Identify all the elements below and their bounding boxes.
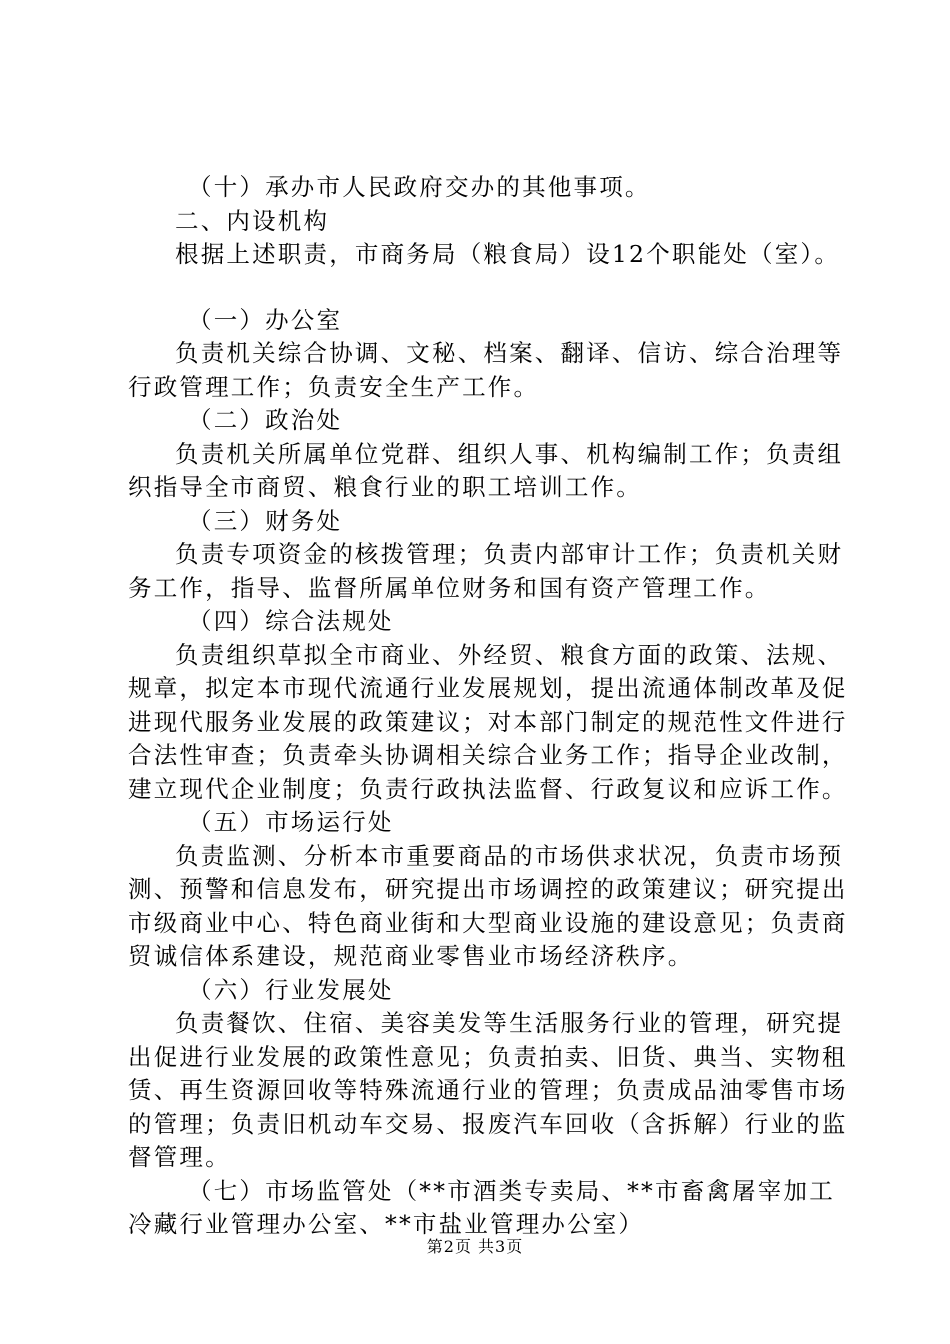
- item-heading: （十）承办市人民政府交办的其他事项。: [188, 173, 651, 201]
- item-heading: （四）综合法规处: [188, 607, 394, 635]
- item-heading: （七）市场监管处（**市酒类专卖局、**市畜禽屠宰加工冷藏行业管理办公室、**市盐业管理办公室）: [128, 1176, 835, 1238]
- page-number-label: 第2页 共3页: [426, 1237, 524, 1256]
- item-heading: （二）政治处: [188, 406, 343, 434]
- item-heading: （一）办公室: [188, 305, 343, 334]
- body-paragraph: 负责机关综合协调、文秘、档案、翻译、信访、综合治理等行政管理工作；负责安全生产工作。: [128, 339, 844, 401]
- item-heading: （六）行业发展处: [188, 975, 394, 1004]
- body-paragraph: 负责机关所属单位党群、组织人事、机构编制工作；负责组织指导全市商贸、粮食行业的职工培训工作。: [128, 439, 844, 501]
- item-heading: （三）财务处: [188, 506, 343, 535]
- body-paragraph: 负责专项资金的核拨管理；负责内部审计工作；负责机关财务工作，指导、监督所属单位财务和国有资产管理工作。: [128, 540, 844, 602]
- document-body: [128, 171, 848, 1242]
- section-heading: 二、内设机构: [175, 206, 330, 235]
- body-paragraph: 根据上述职责，市商务局（粮食局）设12个职能处（室）。: [175, 240, 841, 268]
- item-heading: （五）市场运行处: [188, 808, 394, 836]
- body-paragraph: 负责餐饮、住宿、美容美发等生活服务行业的管理，研究提出促进行业发展的政策性意见；负责拍卖、旧货、典当、实物租赁、再生资源回收等特殊流通行业的管理；负责成品油零售市场的管理；负责旧机动车交易、报废汽车回收（含拆解）行业的监督管理。: [128, 1009, 848, 1171]
- page-footer: [0, 1234, 950, 1257]
- body-paragraph: 负责监测、分析本市重要商品的市场供求状况，负责市场预测、预警和信息发布，研究提出市场调控的政策建议；研究提出市级商业中心、特色商业街和大型商业设施的建设意见；负责商贸诚信体系建设，规范商业零售业市场经济秩序。: [128, 841, 848, 970]
- body-paragraph: 负责组织草拟全市商业、外经贸、粮食方面的政策、法规、规章，拟定本市现代流通行业发展规划，提出流通体制改革及促进现代服务业发展的政策建议；对本部门制定的规范性文件进行合法性审查；负责牵头协调相关综合业务工作；指导企业改制，建立现代企业制度；负责行政执法监督、行政复议和应诉工作。: [128, 640, 848, 803]
